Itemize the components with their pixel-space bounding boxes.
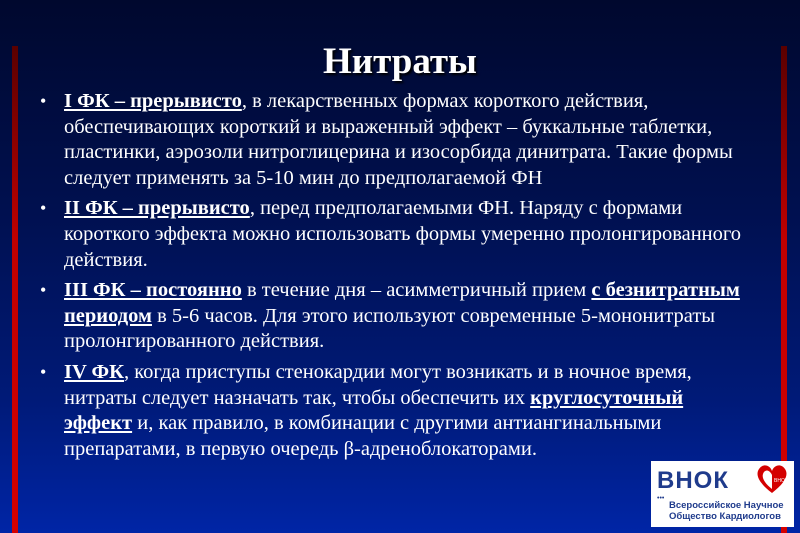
bullet-dot-icon: • xyxy=(40,361,47,382)
slide-title: Нитраты xyxy=(323,41,477,82)
fc2-heading: II ФК – прерывисто xyxy=(64,197,250,220)
bullet-item-fc1 xyxy=(36,89,756,191)
fc1-heading: I ФК – прерывисто xyxy=(64,90,242,112)
fc3-heading: III ФК – постоянно xyxy=(64,279,242,302)
bullet-item-fc3 xyxy=(36,278,756,355)
bullet-dot-icon: • xyxy=(40,91,47,111)
fc4-heading: IV ФК xyxy=(64,360,125,383)
bullet-item-fc2 xyxy=(36,196,756,273)
bullet-item-fc4 xyxy=(36,360,756,462)
bullet-dot-icon: • xyxy=(40,280,47,301)
heart-label: ВНОК xyxy=(774,478,788,484)
slide-content xyxy=(36,89,756,467)
fc4-text-2: и, как правило, в комбинации с другими антиангинальными препаратами, в первую очередь β-адреноблокаторами. xyxy=(64,412,662,460)
fc4-text-1: , когда приступы стенокардии могут возникать и в ночное время, нитраты следует назначать так, чтобы обеспечить их xyxy=(64,360,692,409)
fc3-emphasis: с безнитратным периодом xyxy=(64,279,740,327)
fc2-text: , перед предполагаемыми ФН. Наряду с формами короткого эффекта можно использовать формы умеренно пролонгированного действия. xyxy=(64,197,742,271)
logo-name-line-1: Всероссийское Научное xyxy=(669,500,784,511)
logo-full-name xyxy=(669,500,791,522)
fc3-text-2: в 5-6 часов. Для этого используют современные 5-мононитраты пролонгированного действия. xyxy=(64,304,716,353)
right-red-bar xyxy=(781,46,787,533)
left-red-bar xyxy=(12,46,18,533)
fc4-emphasis: круглосуточный эффект xyxy=(64,386,684,435)
logo-abbreviation: ВНОК xyxy=(657,467,729,494)
logo-name-line-2: Общество Кардиологов xyxy=(669,511,781,522)
heart-icon xyxy=(755,463,789,495)
bullet-dot-icon: • xyxy=(40,198,47,219)
fc3-text-1: в течение дня – асимметричный прием xyxy=(241,279,592,302)
vnok-logo xyxy=(651,461,794,527)
bullet-list xyxy=(36,89,756,462)
fc1-text: , в лекарственных формах короткого действия, обеспечивающих короткий и выраженный эффект – буккальные таблетки, пластинки, аэрозоли нитроглицерина и изосорбида динитрата. Такие формы следует применять за 5-10 мин до предполагаемой ФН xyxy=(64,90,733,189)
logo-dots: ••• xyxy=(657,495,665,502)
